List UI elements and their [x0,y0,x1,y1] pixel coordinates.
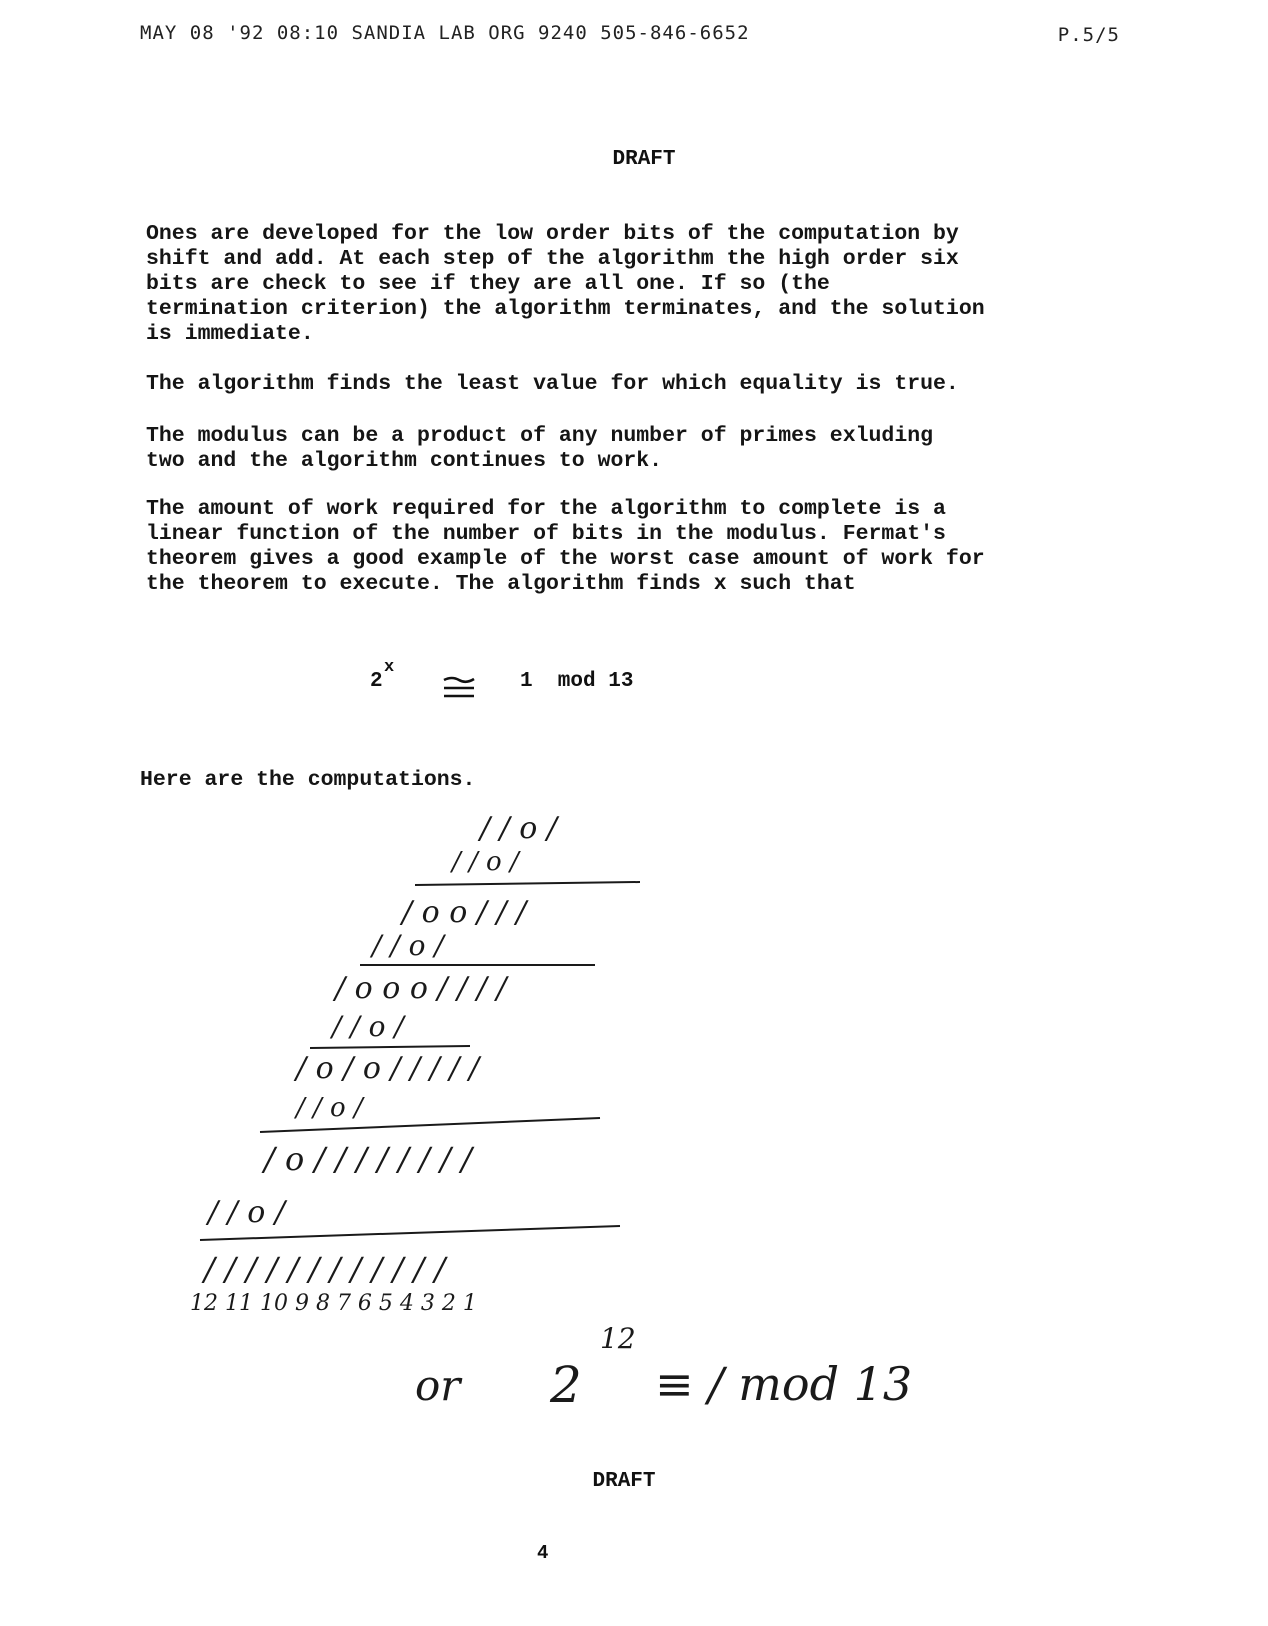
hw-bit-indices: 12 11 10 9 8 7 6 5 4 3 2 1 [190,1291,477,1316]
hw-row: / / o / [452,847,519,877]
draft-title: DRAFT [612,148,676,171]
paragraph-termination: Ones are developed for the low order bits of the computation by shift and add. At each step of the algorithm the high order six bits are check to see if they are all one. If so (the termination criterion) the algorithm terminates, and the solution is immediate. [146,222,985,346]
hw-row: / o / / / / / / / / [264,1140,472,1178]
hw-or: or [415,1361,461,1410]
paragraph-work-amount: The amount of work required for the algorithm to complete is a linear function of the number of bits in the modulus. Fermat's theorem gives a good example of the worst case amount of work for the theorem to execute. The algorithm finds x such that [146,497,985,596]
hw-row: / / o / [480,811,557,846]
hw-row: / o o / / / [402,895,527,930]
hw-row: / / o / [332,1010,404,1043]
hw-rhs: ≡ / mod 13 [655,1357,913,1411]
hw-row: / o o o / / / / [335,971,507,1006]
hw-sum-line [310,1046,470,1048]
hw-row: / o / o / / / / / [296,1051,480,1086]
equation-exponent: x [384,658,395,677]
footer-draft: DRAFT [592,1470,656,1493]
equation-rhs: 1 mod 13 [520,670,634,693]
congruence-symbol-icon [442,672,476,702]
fax-header [140,22,1120,50]
hw-base: 2 [550,1356,582,1414]
equation-base: 2 [370,670,383,693]
paragraph-computations: Here are the computations. [140,768,476,792]
handwritten-computation [180,810,1020,1430]
hw-sum-line [415,882,640,885]
paragraph-least-value: The algorithm finds the least value for which equality is true. [146,372,959,396]
paragraph-modulus: The modulus can be a product of any number of primes exluding two and the algorithm continues to work. [146,424,934,473]
hw-row: / / o / [296,1093,363,1123]
hw-row: / / o / [208,1195,285,1230]
hw-row: / / o / [372,929,444,962]
congruence-equation [370,658,690,704]
hw-exponent: 12 [600,1322,636,1355]
hw-row: / / / / / / / / / / / / [204,1250,446,1288]
page-number: 4 [537,1542,549,1564]
fax-transmission-line: MAY 08 '92 08:10 SANDIA LAB ORG 9240 505-846-6652 [140,22,750,44]
fax-page-indicator: P.5/5 [1057,24,1120,46]
